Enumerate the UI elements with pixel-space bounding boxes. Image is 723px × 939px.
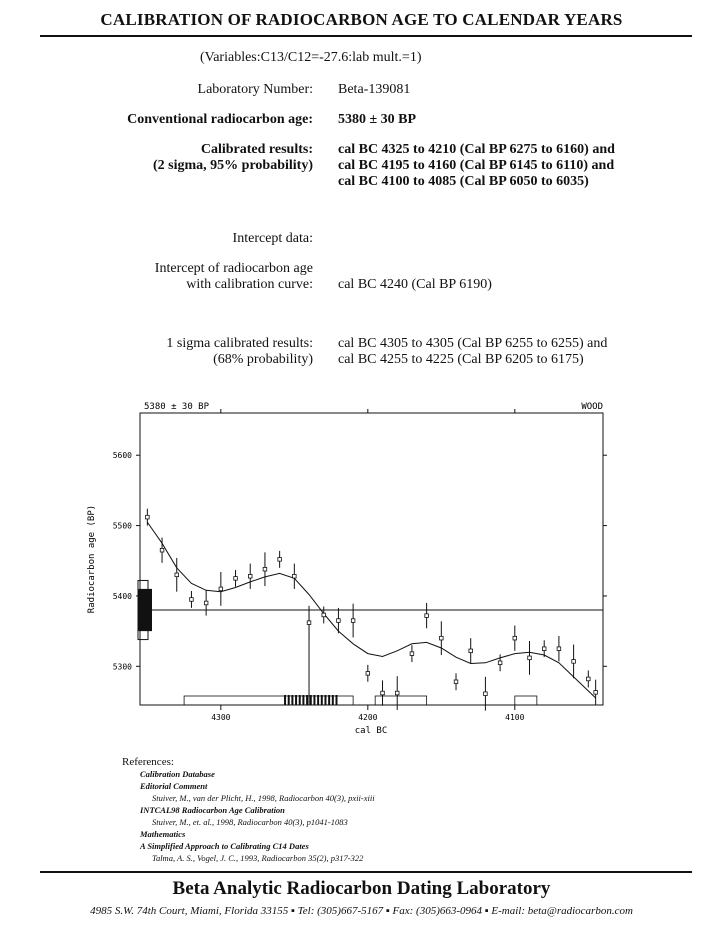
page-title: CALIBRATION OF RADIOCARBON AGE TO CALENDAR YEARS bbox=[100, 10, 623, 29]
histogram-bar bbox=[299, 695, 301, 705]
data-point bbox=[263, 567, 267, 571]
histogram-bar bbox=[302, 695, 304, 705]
data-point bbox=[337, 619, 341, 623]
data-point bbox=[248, 574, 252, 578]
data-point bbox=[528, 656, 532, 660]
histogram-bar bbox=[284, 695, 286, 705]
range-2sigma-box bbox=[515, 696, 537, 705]
data-point bbox=[322, 613, 326, 617]
calibrated-line: cal BC 4195 to 4160 (Cal BP 6145 to 6110) and bbox=[338, 158, 615, 173]
conventional-age-label: Conventional radiocarbon age: bbox=[127, 112, 313, 127]
histogram-bar bbox=[310, 695, 312, 705]
one-sigma-results bbox=[338, 336, 607, 368]
lab-number-label: Laboratory Number: bbox=[197, 82, 313, 97]
calibrated-probability-label: (2 sigma, 95% probability) bbox=[153, 158, 313, 173]
variables-text: (Variables:C13/C12=-27.6:lab mult.=1) bbox=[200, 50, 422, 65]
data-point bbox=[219, 587, 223, 591]
data-point bbox=[146, 515, 150, 519]
reference-item: Mathematics bbox=[140, 829, 186, 839]
data-point bbox=[425, 614, 429, 618]
sample-age-line bbox=[140, 610, 603, 705]
data-point bbox=[410, 652, 414, 656]
data-point bbox=[454, 680, 458, 684]
x-tick-label: 4200 bbox=[358, 713, 378, 722]
probability-histogram bbox=[284, 695, 337, 705]
histogram-bar bbox=[295, 695, 297, 705]
one-sigma-probability-label: (68% probability) bbox=[213, 352, 313, 367]
header-rule bbox=[40, 35, 692, 37]
one-sigma-label: 1 sigma calibrated results: bbox=[166, 336, 313, 351]
data-point bbox=[234, 577, 238, 581]
data-point bbox=[513, 636, 517, 640]
data-point bbox=[440, 636, 444, 640]
range-boxes bbox=[184, 696, 537, 705]
data-point bbox=[175, 573, 179, 577]
histogram-bar bbox=[328, 695, 330, 705]
reference-item: Calibration Database bbox=[140, 769, 215, 779]
references-heading: References: bbox=[122, 756, 174, 768]
data-point bbox=[498, 661, 502, 665]
references bbox=[122, 756, 375, 864]
data-point bbox=[542, 647, 546, 651]
lab-address: 4985 S.W. 74th Court, Miami, Florida 33155 ▪ Tel: (305)667-5167 ▪ Fax: (305)663-0964 ▪ E-mail: beta@radiocarbon.com bbox=[90, 905, 633, 917]
calibrated-line: cal BC 4325 to 4210 (Cal BP 6275 to 6160) and bbox=[338, 142, 615, 157]
data-point bbox=[278, 558, 282, 562]
calibrated-line: cal BC 4100 to 4085 (Cal BP 6050 to 6035) bbox=[338, 174, 589, 189]
histogram-bar bbox=[317, 695, 319, 705]
reference-item: Talma, A. S., Vogel, J. C., 1993, Radiocarbon 35(2), p317-322 bbox=[152, 853, 364, 863]
histogram-bar bbox=[291, 695, 293, 705]
footer-rule bbox=[40, 871, 692, 873]
range-2sigma-box bbox=[184, 696, 353, 705]
one-sigma-line: cal BC 4305 to 4305 (Cal BP 6255 to 6255) and bbox=[338, 336, 608, 351]
plot-frame bbox=[140, 413, 603, 705]
lab-name: Beta Analytic Radiocarbon Dating Laboratory bbox=[172, 878, 551, 899]
data-point bbox=[572, 660, 576, 664]
reference-item: INTCAL98 Radiocarbon Age Calibration bbox=[140, 805, 285, 815]
x-tick-label: 4300 bbox=[211, 713, 231, 722]
chart-header-left: 5380 ± 30 BP bbox=[144, 402, 210, 412]
data-point bbox=[557, 647, 561, 651]
data-point bbox=[307, 621, 311, 625]
one-sigma-line: cal BC 4255 to 4225 (Cal BP 6205 to 6175) bbox=[338, 352, 584, 367]
y-tick-label: 5300 bbox=[112, 662, 132, 672]
intercept-label-2: with calibration curve: bbox=[186, 277, 313, 292]
data-point bbox=[594, 691, 598, 695]
reference-item: A Simplified Approach to Calibrating C14 Dates bbox=[140, 841, 309, 851]
data-point bbox=[587, 677, 591, 681]
y-tick-label: 5500 bbox=[112, 521, 132, 531]
intercept-label: Intercept of radiocarbon age bbox=[154, 261, 313, 276]
data-point bbox=[204, 601, 208, 605]
data-point bbox=[381, 691, 385, 695]
histogram-bar bbox=[288, 695, 290, 705]
data-point bbox=[293, 574, 297, 578]
x-axis-label: cal BC bbox=[354, 726, 388, 736]
chart-header-right: WOOD bbox=[581, 402, 603, 412]
x-tick-label: 4100 bbox=[505, 713, 525, 722]
data-point bbox=[190, 598, 194, 602]
calibrated-results bbox=[338, 142, 615, 190]
histogram-bar bbox=[313, 695, 315, 705]
histogram-bar bbox=[332, 695, 334, 705]
histogram-bar bbox=[335, 695, 337, 705]
reference-item: Editorial Comment bbox=[140, 781, 208, 791]
y-axis bbox=[113, 451, 607, 671]
y-tick-label: 5400 bbox=[112, 591, 132, 601]
intercept-data-label: Intercept data: bbox=[232, 231, 313, 246]
calibrated-label: Calibrated results: bbox=[200, 142, 313, 157]
histogram-bar bbox=[324, 695, 326, 705]
histogram-bar bbox=[321, 695, 323, 705]
data-point bbox=[160, 548, 164, 552]
reference-item: Stuiver, M., et. al., 1998, Radiocarbon 40(3), p1041-1083 bbox=[152, 817, 348, 827]
data-point bbox=[484, 692, 488, 696]
data-point bbox=[469, 649, 473, 653]
lab-number-value: Beta-139081 bbox=[338, 82, 411, 97]
histogram-bar bbox=[306, 695, 308, 705]
y-tick-label: 5600 bbox=[112, 451, 132, 461]
intercept-value: cal BC 4240 (Cal BP 6190) bbox=[338, 277, 492, 292]
data-point bbox=[351, 619, 355, 623]
data-point bbox=[395, 691, 399, 695]
y-axis-label: Radiocarbon age (BP) bbox=[87, 504, 97, 614]
data-point bbox=[366, 672, 370, 676]
conventional-age-value: 5380 ± 30 BP bbox=[338, 112, 417, 127]
reference-item: Stuiver, M., van der Plicht, H., 1998, Radiocarbon 40(3), pxii-xiii bbox=[152, 793, 375, 803]
calibration-chart bbox=[80, 395, 620, 745]
